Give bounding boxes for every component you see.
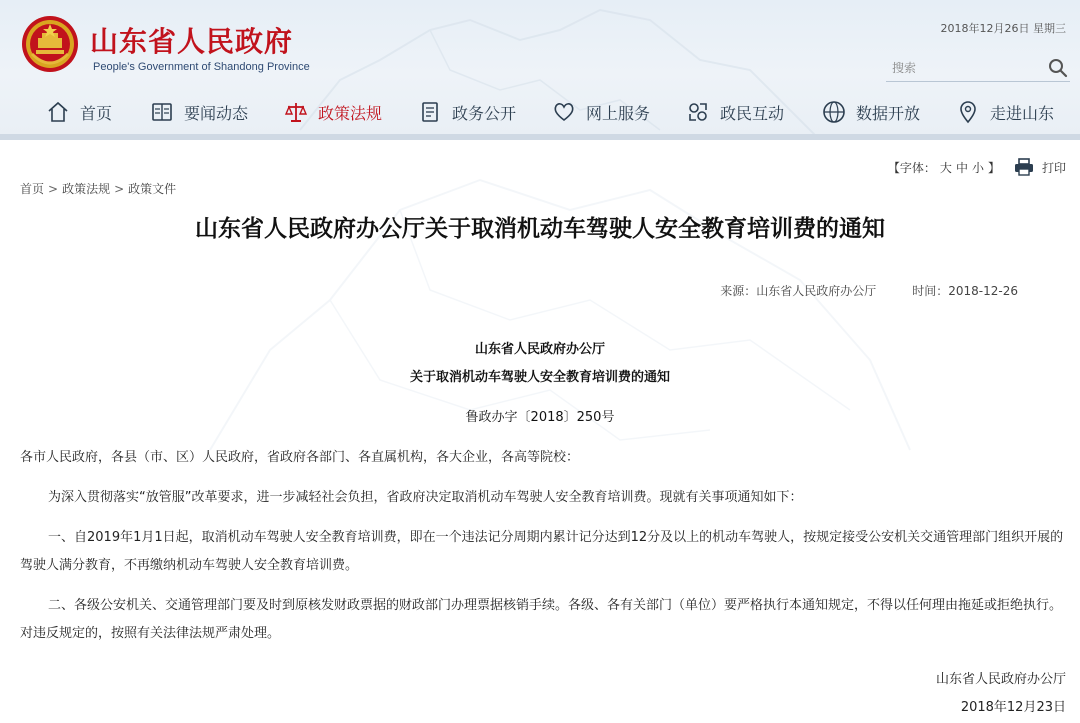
interaction-icon: [686, 100, 710, 124]
breadcrumb-home[interactable]: 首页: [20, 182, 45, 196]
document-issuer: 山东省人民政府办公厅: [474, 342, 605, 357]
nav-item-news[interactable]: [150, 96, 248, 128]
breadcrumb: [20, 180, 176, 197]
nav-item-open-data[interactable]: [822, 96, 920, 128]
home-icon: [46, 100, 70, 124]
document-intro: 为深入贯彻落实“放管服”改革要求，进一步减轻社会负担，省政府决定取消机动车驾驶人安全教育培训费。现就有关事项通知如下：: [48, 490, 803, 505]
font-size-small[interactable]: 小: [971, 160, 984, 175]
site-name[interactable]: 山东省人民政府: [90, 25, 294, 58]
print-button[interactable]: [1014, 158, 1066, 176]
font-size-controls: [886, 159, 1002, 176]
document-item-2: 二、各级公安机关、交通管理部门要及时到原核发财政票据的财政部门办理票据核销手续。各级、各有关部门（单位）要严格执行本通知规定，不得以任何理由拖延或拒绝执行。对违反规定的，按照有关法律法规严肃处理。: [20, 598, 1063, 641]
document-icon: [418, 100, 442, 124]
document-number: 鲁政办字〔2018〕250号: [465, 410, 615, 425]
nav-item-interaction[interactable]: [686, 96, 784, 128]
breadcrumb-policy-documents[interactable]: 政策文件: [128, 182, 177, 196]
search-icon[interactable]: [1048, 58, 1068, 78]
location-icon: [956, 100, 980, 124]
current-date: 2018年12月26日 星期三: [940, 22, 1066, 35]
print-label: 打印: [1041, 160, 1066, 175]
main-nav: [0, 92, 1080, 132]
article-source: 来源：山东省人民政府办公厅: [720, 284, 877, 298]
article-meta: [720, 282, 1018, 299]
nav-item-label: 政务公开: [452, 103, 517, 123]
breadcrumb-policy[interactable]: 政策法规: [62, 182, 111, 196]
nav-item-label: 走进山东: [990, 103, 1055, 123]
article-time: 时间：2018-12-26: [912, 284, 1018, 298]
document-item-1: 一、自2019年1月1日起，取消机动车驾驶人安全教育培训费，即在一个违法记分周期内累计记分达到12分及以上的机动车驾驶人，按规定接受公安机关交通管理部门组织开展的驾驶人满分教育，不再缴纳机动车驾驶人安全教育培训费。: [20, 530, 1064, 573]
nav-item-home[interactable]: [46, 96, 112, 128]
nav-item-label: 网上服务: [586, 103, 651, 123]
site-name-english: People's Government of Shandong Province: [93, 61, 310, 73]
font-size-large[interactable]: 大: [939, 160, 952, 175]
article-tools: [886, 158, 1066, 176]
national-emblem-logo: [20, 14, 80, 74]
font-size-suffix: 】: [987, 160, 1000, 175]
document-recipients: 各市人民政府，各县（市、区）人民政府，省政府各部门、各直属机构，各大企业，各高等院校：: [20, 450, 580, 465]
document-signature: 山东省人民政府办公厅: [935, 672, 1066, 687]
heart-icon: [552, 100, 576, 124]
globe-icon: [822, 100, 846, 124]
breadcrumb-separator: >: [114, 182, 125, 196]
document-sign-date: 2018年12月23日: [960, 700, 1066, 715]
nav-item-services[interactable]: [552, 96, 650, 128]
nav-item-label: 数据开放: [856, 103, 921, 123]
scales-icon: [284, 100, 308, 124]
nav-item-policy[interactable]: [284, 96, 382, 128]
search-input[interactable]: [892, 58, 1042, 78]
nav-item-label: 政策法规: [318, 103, 383, 123]
nav-item-label: 政民互动: [720, 103, 785, 123]
printer-icon: [1014, 158, 1034, 176]
document-title: 关于取消机动车驾驶人安全教育培训费的通知: [409, 370, 670, 385]
font-size-prefix: 【字体：: [887, 160, 936, 175]
search-box: [886, 56, 1070, 82]
site-header: [0, 0, 1080, 140]
nav-item-label: 要闻动态: [184, 103, 249, 123]
article-title: 山东省人民政府办公厅关于取消机动车驾驶人安全教育培训费的通知: [195, 216, 885, 242]
breadcrumb-separator: >: [48, 182, 59, 196]
nav-item-label: 首页: [80, 103, 113, 123]
nav-item-affairs[interactable]: [418, 96, 516, 128]
nav-item-about-shandong[interactable]: [956, 96, 1054, 128]
newspaper-icon: [150, 100, 174, 124]
font-size-medium[interactable]: 中: [955, 160, 968, 175]
